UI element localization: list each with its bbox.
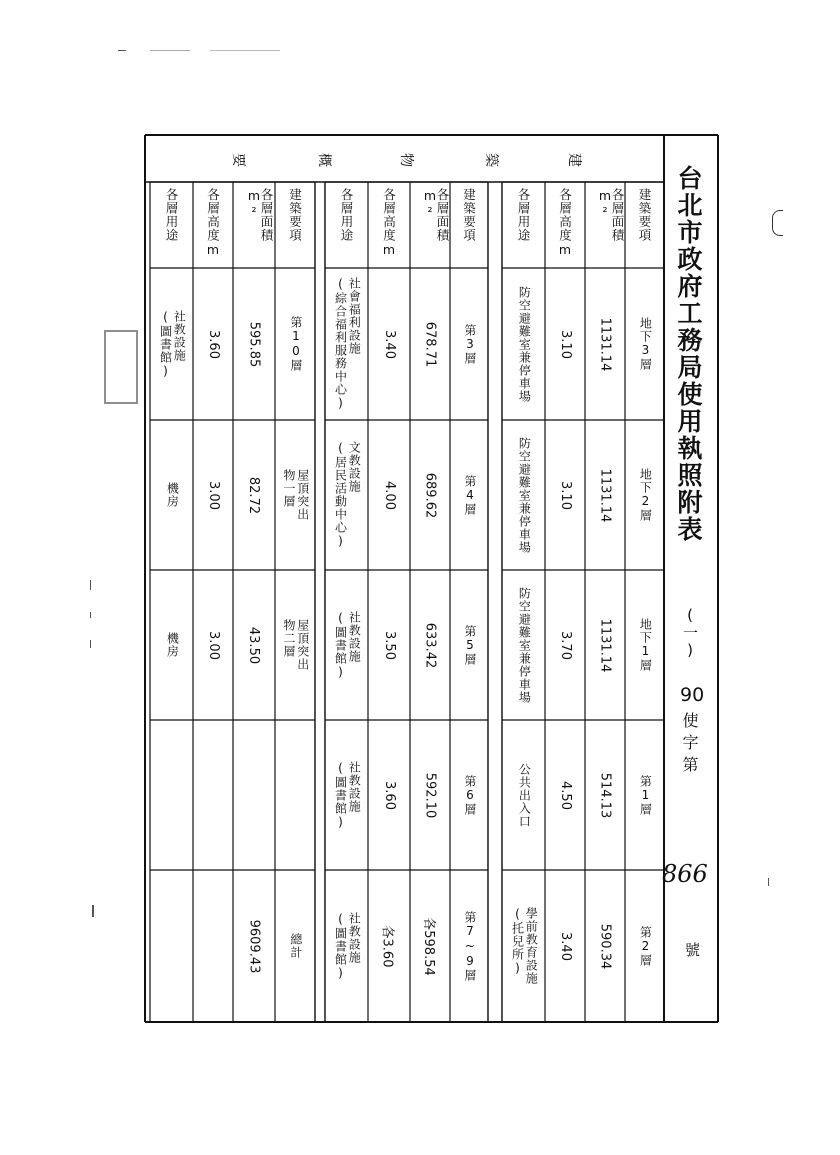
middle-table-cell-area: 678.71 <box>422 321 438 367</box>
license-year: 90 <box>680 684 705 706</box>
middle-table-label-item: 建築要項 <box>461 188 477 242</box>
upper-table-cell-item: 第2層 <box>638 925 653 967</box>
upper-table-label-item: 建築要項 <box>637 188 652 242</box>
upper-table-cell-item: 地下3層 <box>638 317 653 371</box>
lower-table-cell-use: 社教設施 (圖書館) <box>158 309 187 379</box>
binding-mark <box>772 210 783 236</box>
upper-table-cell-item: 第1層 <box>638 774 653 816</box>
lower-table-cell-area: 9609.43 <box>246 919 262 973</box>
document-title: 台北市政府工務局使用執照附表 <box>674 165 703 543</box>
middle-table-cell-area: 633.42 <box>422 622 438 668</box>
lower-table-cell-area: 595.85 <box>246 321 262 367</box>
middle-table-cell-item: 第4層 <box>462 474 477 516</box>
upper-table-cell-area: 514.13 <box>597 772 613 818</box>
lower-table-cell-height: 3.00 <box>205 480 221 510</box>
upper-table-label-area: 各層面積m² <box>597 188 625 242</box>
upper-table-cell-area: 1131.14 <box>597 618 613 672</box>
lower-table-label-height: 各層高度m <box>205 188 221 258</box>
scan-speck <box>90 640 91 648</box>
scan-speck <box>210 50 280 51</box>
middle-table-cell-height: 3.40 <box>381 329 397 359</box>
middle-table-cell-height: 3.60 <box>381 780 397 810</box>
lower-table-cell-item: 總計 <box>288 933 303 959</box>
scan-speck <box>118 50 126 51</box>
middle-table-cell-item: 第6層 <box>462 774 477 816</box>
upper-table-cell-area: 1131.14 <box>597 468 613 522</box>
middle-table-label-use: 各層用途 <box>339 188 354 242</box>
middle-table-cell-area: 592.10 <box>422 772 438 818</box>
scan-speck <box>90 612 91 618</box>
middle-table-label-area: 各層面積m² <box>422 188 450 242</box>
middle-table-cell-use: 社教設施 (圖書館) <box>333 760 362 830</box>
upper-table-cell-height: 3.10 <box>557 480 573 510</box>
lower-table-cell-use: 機房 <box>165 632 180 658</box>
section-label-char: 建 <box>566 153 582 167</box>
middle-table-cell-item: 第7~9層 <box>462 910 477 982</box>
middle-table-cell-height: 3.50 <box>381 630 397 660</box>
section-label-char: 築 <box>483 153 499 167</box>
upper-table-cell-use: 學前教育設施 (托兒所) <box>510 907 539 985</box>
stamp-mark <box>104 330 138 404</box>
middle-table-cell-item: 第3層 <box>462 323 477 365</box>
lower-table-label-use: 各層用途 <box>164 188 179 242</box>
license-suffix: 號 <box>683 942 701 958</box>
middle-table-cell-height: 各3.60 <box>379 925 395 967</box>
upper-table-label-height: 各層高度m <box>557 188 573 258</box>
upper-table-cell-height: 3.40 <box>557 931 573 961</box>
scan-speck <box>92 905 94 917</box>
license-word: 使字第 <box>680 712 699 778</box>
upper-table-cell-item: 地下2層 <box>638 468 653 522</box>
middle-table-cell-use: 文教設施 (居民活動中心) <box>333 441 362 549</box>
lower-table-cell-use: 機房 <box>165 482 180 508</box>
license-number: 866 <box>662 860 708 888</box>
scan-speck <box>768 878 769 886</box>
lower-table-label-item: 建築要項 <box>287 188 303 242</box>
upper-table-cell-use: 防空避難室兼停車場 <box>517 586 532 704</box>
upper-table-cell-item: 地下1層 <box>638 618 653 672</box>
upper-table-label-use: 各層用途 <box>516 188 531 242</box>
lower-table-cell-item: 屋頂突出 物一層 <box>282 469 310 521</box>
scan-speck <box>150 50 190 51</box>
middle-table-cell-area: 689.62 <box>422 472 438 518</box>
lower-table-cell-area: 82.72 <box>246 476 262 514</box>
lower-table-label-area: 各層面積m² <box>246 188 274 242</box>
upper-table-cell-area: 1131.14 <box>597 317 613 371</box>
upper-table-cell-use: 公共出入口 <box>517 762 532 828</box>
upper-table-cell-area: 590.34 <box>597 923 613 969</box>
middle-table-label-height: 各層高度m <box>381 188 397 258</box>
lower-table-cell-area: 43.50 <box>246 626 262 664</box>
middle-table-cell-use: 社教設施 (圖書館) <box>333 911 362 981</box>
middle-table-cell-item: 第5層 <box>462 624 477 666</box>
middle-table-cell-area: 各598.54 <box>420 916 436 976</box>
upper-table-cell-height: 4.50 <box>557 780 573 810</box>
section-label-char: 要 <box>230 153 246 167</box>
lower-table-cell-height: 3.00 <box>205 630 221 660</box>
lower-table-cell-item: 第10層 <box>288 316 303 372</box>
upper-table-cell-use: 防空避難室兼停車場 <box>517 436 532 554</box>
upper-table-cell-height: 3.70 <box>557 630 573 660</box>
lower-table-cell-height: 3.60 <box>205 329 221 359</box>
scan-speck <box>90 580 91 590</box>
section-label-char: 概 <box>316 153 332 167</box>
table-number: (一) <box>681 606 699 660</box>
middle-table-cell-height: 4.00 <box>381 480 397 510</box>
middle-table-cell-use: 社會福利設施 (綜合福利服務中心) <box>333 277 362 411</box>
middle-table-cell-use: 社教設施 (圖書館) <box>333 610 362 680</box>
lower-table-cell-item: 屋頂突出 物二層 <box>282 619 310 671</box>
upper-table-cell-height: 3.10 <box>557 329 573 359</box>
section-label-char: 物 <box>398 153 414 167</box>
section-label <box>150 138 662 180</box>
upper-table-cell-use: 防空避難室兼停車場 <box>517 285 532 403</box>
